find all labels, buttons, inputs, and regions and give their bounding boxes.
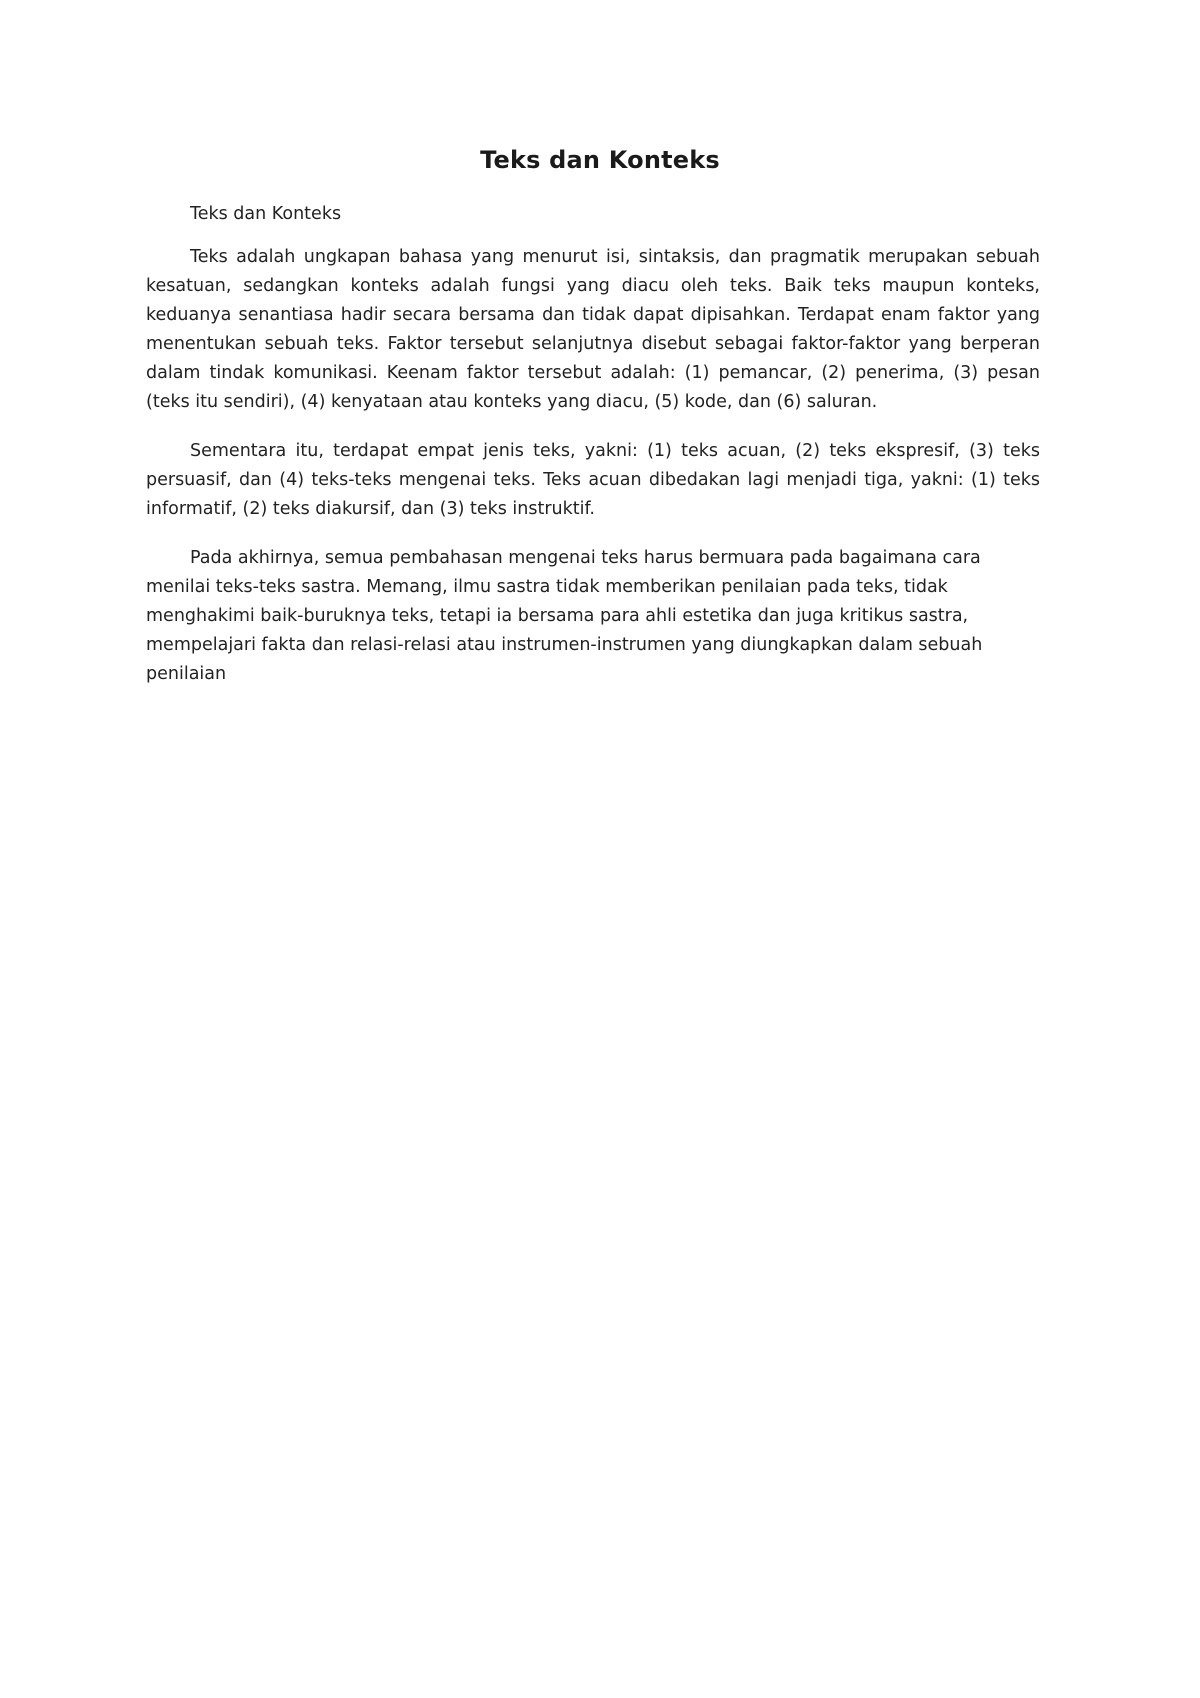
document-subtitle: Teks dan Konteks (190, 204, 342, 224)
paragraph-3: Pada akhirnya, semua pembahasan mengenai teks harus bermuara pada bagaimana cara menilai teks-teks sastra. Memang, ilmu sastra tidak memberikan penilaian pada teks, tidak menghakimi baik-buruknya teks, tetapi ia bersama para ahli estetika dan juga kritikus sastra, mempelajari fakta dan relasi-relasi atau instrumen-instrumen yang diungkapkan dalam sebuah penilaian (146, 548, 983, 684)
document-title: Teks dan Konteks (480, 146, 720, 174)
paragraph-2: Sementara itu, terdapat empat jenis teks, yakni: (1) teks acuan, (2) teks ekspresif, (3) teks persuasif, dan (4) teks-teks mengenai teks. Teks acuan dibedakan lagi menjadi tiga, yakni: (1) teks informatif, (2) teks diakursif, dan (3) teks instruktif. (146, 441, 1040, 519)
document-body (146, 243, 1040, 709)
paragraph-1: Teks adalah ungkapan bahasa yang menurut isi, sintaksis, dan pragmatik merupakan sebuah kesatuan, sedangkan konteks adalah fungsi yang diacu oleh teks. Baik teks maupun konteks, keduanya senantiasa hadir secara bersama dan tidak dapat dipisahkan. Terdapat enam faktor yang menentukan sebuah teks. Faktor tersebut selanjutnya disebut sebagai faktor-faktor yang berperan dalam tindak komunikasi. Keenam faktor tersebut adalah: (1) pemancar, (2) penerima, (3) pesan (teks itu sendiri), (4) kenyataan atau konteks yang diacu, (5) kode, dan (6) saluran. (146, 247, 1040, 412)
